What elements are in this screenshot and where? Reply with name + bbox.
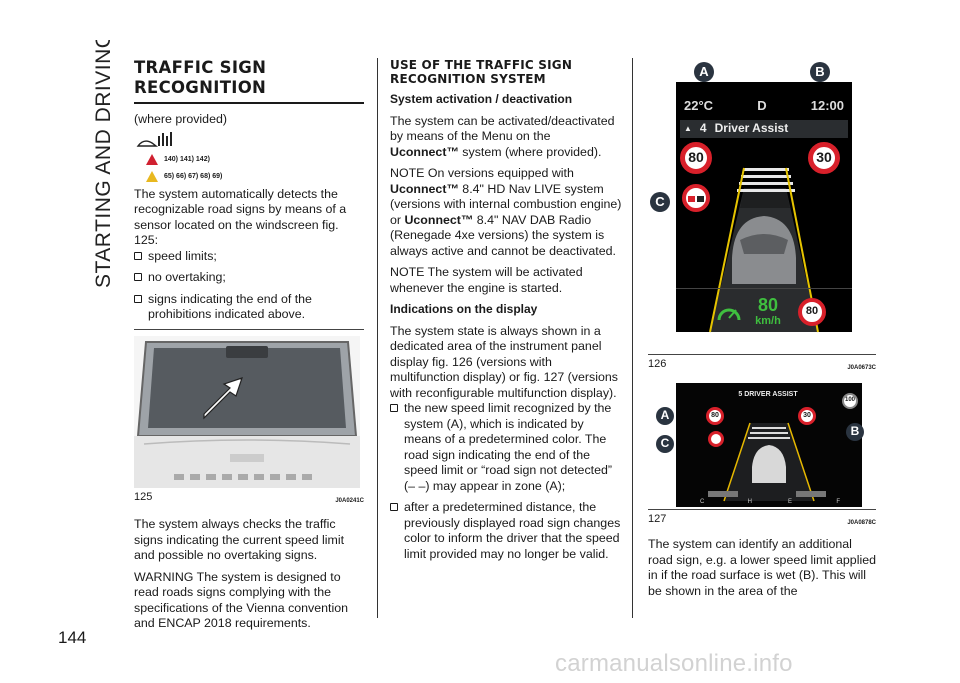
status-bar: 22°C D 12:00 bbox=[684, 98, 844, 113]
where-provided: (where provided) bbox=[134, 112, 227, 126]
figure-126-image bbox=[648, 58, 876, 354]
list-item: no overtaking; bbox=[134, 270, 364, 286]
car-wifi-icon bbox=[134, 130, 364, 150]
speed-sign-b: 30 bbox=[798, 407, 816, 425]
note-text: NOTE On versions equipped with Uconnect™ 8.4" HD Nav LIVE system (versions with internal combustion engine) or Uconnect™ 8.4" NAV DAB Radio (Renegade 4xe versions) the system is always active and cannot be deactivated. bbox=[390, 166, 622, 258]
caution-icon bbox=[146, 171, 158, 182]
figure-126-caption: 126 J0A0673C bbox=[648, 354, 876, 377]
column-2 bbox=[390, 58, 622, 568]
svg-text:STARTING AND DRIVING: STARTING AND DRIVING bbox=[92, 40, 115, 288]
paragraph: The system always checks the traffic signs indicating the current speed limit and possible no overtaking signs. bbox=[134, 517, 345, 562]
temp-gauge-labels: C H bbox=[700, 498, 752, 505]
speed-sign-b: 30 bbox=[808, 142, 840, 174]
list-item: signs indicating the end of the prohibitions indicated above. bbox=[134, 292, 364, 323]
section-title bbox=[82, 40, 118, 290]
speed-sign-top: 100 bbox=[842, 393, 858, 409]
speedometer-icon bbox=[716, 302, 742, 324]
intro-text: The system automatically detects the recognizable road signs by means of a sensor located on the windscreen fig. 125: bbox=[134, 186, 347, 247]
speed-sign-small: 80 bbox=[798, 298, 826, 326]
warning-text: WARNING The system is designed to read roads signs complying with the specifications of the Vienna convention and ENCAP 2018 requirements. bbox=[134, 569, 348, 630]
watermark: carmanualsonline.info bbox=[555, 650, 793, 677]
menu-bar: ▲ 4 Driver Assist bbox=[680, 120, 848, 138]
paragraph: The system can identify an additional road sign, e.g. a lower speed limit applied in if the road surface is wet (B). This will be shown in the area of the bbox=[648, 537, 876, 598]
speed-unit: km/h bbox=[755, 315, 781, 327]
subheading: Indications on the display bbox=[390, 302, 538, 316]
no-overtaking-sign bbox=[708, 431, 724, 447]
heading: USE OF THE TRAFFIC SIGN RECOGNITION SYSTEM bbox=[390, 58, 573, 86]
figure-125-caption: 125 J0A0241C bbox=[134, 490, 364, 504]
no-overtaking-sign bbox=[682, 184, 710, 212]
speed-sign-a: 80 bbox=[680, 142, 712, 174]
list-item: speed limits; bbox=[134, 249, 364, 265]
callout-a: A bbox=[694, 62, 714, 82]
heading: TRAFFIC SIGN RECOGNITION bbox=[134, 58, 267, 97]
column-3 bbox=[648, 58, 876, 599]
callout-b: B bbox=[810, 62, 830, 82]
column-1 bbox=[134, 58, 364, 638]
heading-rule bbox=[134, 102, 364, 104]
note-text: NOTE The system will be activated whenever the engine is started. bbox=[390, 265, 583, 295]
list-item: the new speed limit recognized by the system (A), which is indicated by means of a predetermined color. The road sign indicating the end of the speed limit or “road sign not detected” (– –) may appear in zone (A); bbox=[390, 401, 622, 494]
list-item: after a predetermined distance, the previously displayed road sign changes color to inform the driver that the speed limit provided may no longer be valid. bbox=[390, 500, 622, 562]
fuel-gauge-labels: E F bbox=[788, 498, 840, 505]
current-speed: 80 bbox=[757, 295, 779, 315]
paragraph: The system can be activated/deactivated by means of the Menu on the Uconnect™ system (where provided). bbox=[390, 113, 615, 159]
column-divider bbox=[632, 58, 633, 618]
paragraph: The system state is always shown in a dedicated area of the instrument panel display fig. 126 (versions with multifunction display) or fig. 127 (versions with reconfigurable multifunction display). bbox=[390, 323, 618, 400]
callout-c: C bbox=[656, 435, 674, 453]
danger-refs: 140) 141) 142) bbox=[146, 152, 364, 168]
figure-127-caption: 127 J0A0878C bbox=[648, 509, 876, 532]
callout-a: A bbox=[656, 407, 674, 425]
callout-c: C bbox=[650, 192, 670, 212]
column-divider bbox=[377, 58, 378, 618]
caution-refs: 65) 66) 67) 68) 69) bbox=[146, 169, 364, 185]
subheading: System activation / deactivation bbox=[390, 92, 573, 106]
callout-b: B bbox=[846, 423, 864, 441]
speed-sign-a: 80 bbox=[706, 407, 724, 425]
figure-127-image bbox=[648, 383, 876, 509]
page-number: 144 bbox=[58, 628, 87, 647]
danger-icon bbox=[146, 154, 158, 165]
figure-125-image bbox=[134, 336, 360, 488]
display-menu: 5 DRIVER ASSIST bbox=[738, 390, 798, 398]
